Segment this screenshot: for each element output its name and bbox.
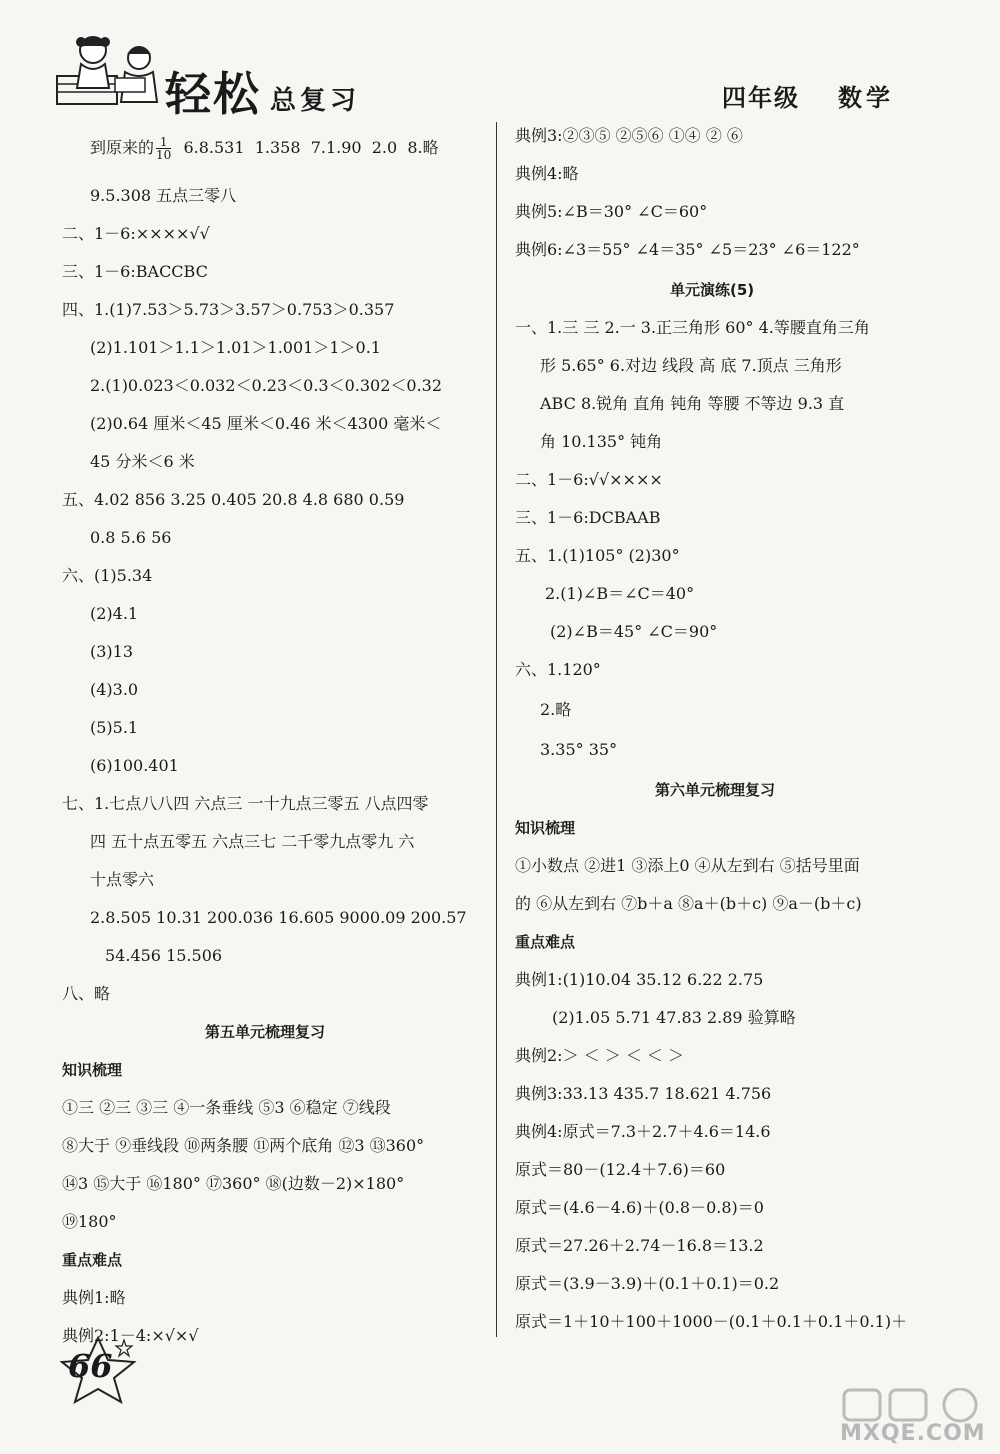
line-text: 典例1:(1)10.04 35.12 6.22 2.75 — [515, 970, 764, 989]
line-text: 到原来的 — [90, 138, 155, 157]
line-text: 的 ⑥从左到右 ⑦b＋a ⑧a＋(b＋c) ⑨a－(b＋c) — [515, 894, 862, 913]
line-text: ⑲180° — [62, 1212, 117, 1231]
brand-subtitle: 总复习 — [270, 86, 361, 116]
answer-line — [62, 1174, 404, 1194]
answer-line — [515, 202, 707, 222]
answer-line — [540, 394, 844, 414]
answer-line — [515, 126, 743, 146]
line-text: 单元演练(5) — [670, 281, 755, 299]
line-text: 七、1.七点八八四 六点三 一十九点三零五 八点四零 — [62, 794, 429, 813]
line-text: 典例6:∠3＝55° ∠4＝35° ∠5＝23° ∠6＝122° — [515, 240, 860, 259]
section-title — [205, 1022, 325, 1042]
section-subheading — [515, 932, 575, 952]
answer-line — [62, 1136, 424, 1156]
line-text: 八、略 — [62, 984, 111, 1003]
answer-line — [515, 1046, 684, 1066]
answer-line — [515, 1274, 779, 1294]
answer-line — [515, 894, 862, 914]
line-text: 重点难点 — [62, 1251, 123, 1269]
line-text: 典例4:略 — [515, 164, 579, 183]
line-text: 原式＝1＋10＋100＋1000－(0.1＋0.1＋0.1＋0.1)＋ — [515, 1312, 908, 1331]
section-title — [655, 780, 775, 800]
line-text: 2.略 — [540, 700, 572, 719]
line-text: 第六单元梳理复习 — [655, 781, 776, 799]
column-divider — [496, 122, 497, 1337]
answer-line — [515, 1084, 771, 1104]
section-title — [670, 280, 754, 300]
answer-line — [540, 700, 571, 720]
line-text: 四 五十点五零五 六点三七 二千零九点零九 六 — [90, 832, 415, 851]
line-text: 原式＝(4.6－4.6)＋(0.8－0.8)＝0 — [515, 1198, 764, 1217]
answer-line — [515, 240, 860, 260]
answer-line — [515, 1122, 771, 1142]
answer-line — [62, 794, 429, 814]
section-subheading — [62, 1250, 122, 1270]
line-text: ⑭3 ⑮大于 ⑯180° ⑰360° ⑱(边数－2)×180° — [62, 1174, 405, 1193]
answer-line — [90, 414, 441, 434]
line-text: 四、1.(1)7.53＞5.73＞3.57＞0.753＞0.357 — [62, 300, 395, 319]
grade-label: 四年级 — [722, 84, 800, 112]
answer-line — [552, 1008, 796, 1028]
line-text: 典例1:略 — [62, 1288, 126, 1307]
line-text: 二、1－6:√√×××× — [515, 470, 663, 489]
answer-line — [540, 356, 842, 376]
fraction-denominator: 10 — [156, 148, 172, 162]
line-text: 典例3:33.13 435.7 18.621 4.756 — [515, 1084, 772, 1103]
line-text: 9.5.308 五点三零八 — [90, 186, 237, 205]
answer-line — [62, 566, 152, 586]
answer-line — [540, 432, 662, 452]
answer-line — [515, 856, 860, 876]
line-text: 六、(1)5.34 — [62, 566, 153, 585]
line-text: 54.456 15.506 — [105, 946, 223, 965]
line-text: 典例2:＞ ＜ ＞ ＜ ＜ ＞ — [515, 1046, 685, 1065]
line-text: 角 10.135° 钝角 — [540, 432, 663, 451]
line-text: 2.(1)∠B＝∠C＝40° — [545, 584, 695, 603]
line-text: 原式＝80－(12.4＋7.6)＝60 — [515, 1160, 726, 1179]
line-text: (2)1.05 5.71 47.83 2.89 验算略 — [552, 1008, 796, 1027]
answer-line — [90, 452, 195, 472]
line-text: ①小数点 ②进1 ③添上0 ④从左到右 ⑤括号里面 — [515, 856, 860, 875]
watermark-text: MXQE.COM — [840, 1421, 986, 1446]
answer-line — [90, 604, 138, 624]
answer-line — [515, 660, 601, 680]
line-text: 二、1－6:××××√√ — [62, 224, 210, 243]
answer-line — [515, 508, 660, 528]
page-number: 66 — [68, 1347, 113, 1385]
line-text: (4)3.0 — [90, 680, 139, 699]
line-text: 典例2:1－4:×√×√ — [62, 1326, 199, 1345]
answer-line — [62, 1288, 126, 1308]
line-text: ①三 ②三 ③三 ④一条垂线 ⑤3 ⑥稳定 ⑦线段 — [62, 1098, 391, 1117]
answer-line — [90, 338, 381, 358]
line-text: 一、1.三 三 2.一 3.正三角形 60° 4.等腰直角三角 — [515, 318, 870, 337]
answer-line — [515, 470, 663, 490]
answer-line — [515, 164, 579, 184]
line-text: 三、1－6:BACCBC — [62, 262, 208, 281]
line-text: ABC 8.锐角 直角 钝角 等腰 不等边 9.3 直 — [540, 394, 845, 413]
section-subheading — [62, 1060, 122, 1080]
fraction — [156, 136, 171, 161]
page-header — [0, 0, 1000, 120]
line-text: 三、1－6:DCBAAB — [515, 508, 661, 527]
line-text: 45 分米＜6 米 — [90, 452, 195, 471]
line-text: ⑧大于 ⑨垂线段 ⑩两条腰 ⑪两个底角 ⑫3 ⑬360° — [62, 1136, 425, 1155]
line-text: (6)100.401 — [90, 756, 179, 775]
answer-line — [550, 622, 717, 642]
line-text: 3.35° 35° — [540, 740, 618, 759]
answer-line — [515, 546, 680, 566]
answer-line — [90, 718, 138, 738]
answer-line — [90, 136, 439, 161]
line-text-after: 6.8.531 1.358 7.1.90 2.0 8.略 — [173, 138, 439, 157]
answer-line — [62, 1212, 117, 1232]
line-text: 第五单元梳理复习 — [205, 1023, 326, 1041]
answer-line — [515, 1198, 764, 1218]
line-text: 典例5:∠B＝30° ∠C＝60° — [515, 202, 708, 221]
answer-line — [90, 376, 442, 396]
line-text: 原式＝27.26＋2.74－16.8＝13.2 — [515, 1236, 764, 1255]
line-text: (3)13 — [90, 642, 134, 661]
brand-title: 轻松 — [165, 67, 261, 121]
answer-line — [90, 186, 236, 206]
answer-line — [62, 300, 394, 320]
answer-line — [515, 1236, 764, 1256]
answer-line — [62, 490, 404, 510]
line-text: 原式＝(3.9－3.9)＋(0.1＋0.1)＝0.2 — [515, 1274, 780, 1293]
line-text: 五、4.02 856 3.25 0.405 20.8 4.8 680 0.59 — [62, 490, 405, 509]
answer-line — [90, 528, 171, 548]
line-text: 2.(1)0.023＜0.032＜0.23＜0.3＜0.302＜0.32 — [90, 376, 443, 395]
section-subheading — [515, 818, 575, 838]
answer-line — [62, 262, 208, 282]
answer-line — [90, 908, 467, 928]
line-text: 2.8.505 10.31 200.036 16.605 9000.09 200.57 — [90, 908, 467, 927]
answer-line — [105, 946, 222, 966]
answer-line — [515, 970, 763, 990]
line-text: 形 5.65° 6.对边 线段 高 底 7.顶点 三角形 — [540, 356, 842, 375]
answer-line — [515, 318, 870, 338]
line-text: 知识梳理 — [515, 819, 576, 837]
answer-line — [545, 584, 694, 604]
line-text: 知识梳理 — [62, 1061, 123, 1079]
answer-line — [90, 642, 133, 662]
line-text: 0.8 5.6 56 — [90, 528, 172, 547]
line-text: 五、1.(1)105° (2)30° — [515, 546, 680, 565]
subject-label: 数学 — [838, 84, 894, 112]
answer-line — [90, 680, 138, 700]
line-text: (2)∠B＝45° ∠C＝90° — [550, 622, 718, 641]
answer-line — [515, 1312, 907, 1332]
line-text: 六、1.120° — [515, 660, 601, 679]
line-text: (2)0.64 厘米＜45 厘米＜0.46 米＜4300 毫米＜ — [90, 414, 442, 433]
fraction-numerator: 1 — [156, 136, 171, 149]
line-text: 十点零六 — [90, 870, 155, 889]
line-text: 典例3:②③⑤ ②⑤⑥ ①④ ② ⑥ — [515, 126, 743, 145]
answer-line — [90, 756, 179, 776]
line-text: (2)1.101＞1.1＞1.01＞1.001＞1＞0.1 — [90, 338, 381, 357]
answer-line — [62, 1098, 391, 1118]
line-text: (5)5.1 — [90, 718, 139, 737]
answer-line — [62, 224, 210, 244]
answer-line — [90, 870, 154, 890]
line-text: 重点难点 — [515, 933, 576, 951]
answer-line — [90, 832, 414, 852]
line-text: (2)4.1 — [90, 604, 139, 623]
answer-line — [540, 740, 617, 760]
reading-children-illustration — [55, 28, 165, 108]
answer-line — [515, 1160, 725, 1180]
answer-line — [62, 984, 110, 1004]
line-text: 典例4:原式＝7.3＋2.7＋4.6＝14.6 — [515, 1122, 771, 1141]
